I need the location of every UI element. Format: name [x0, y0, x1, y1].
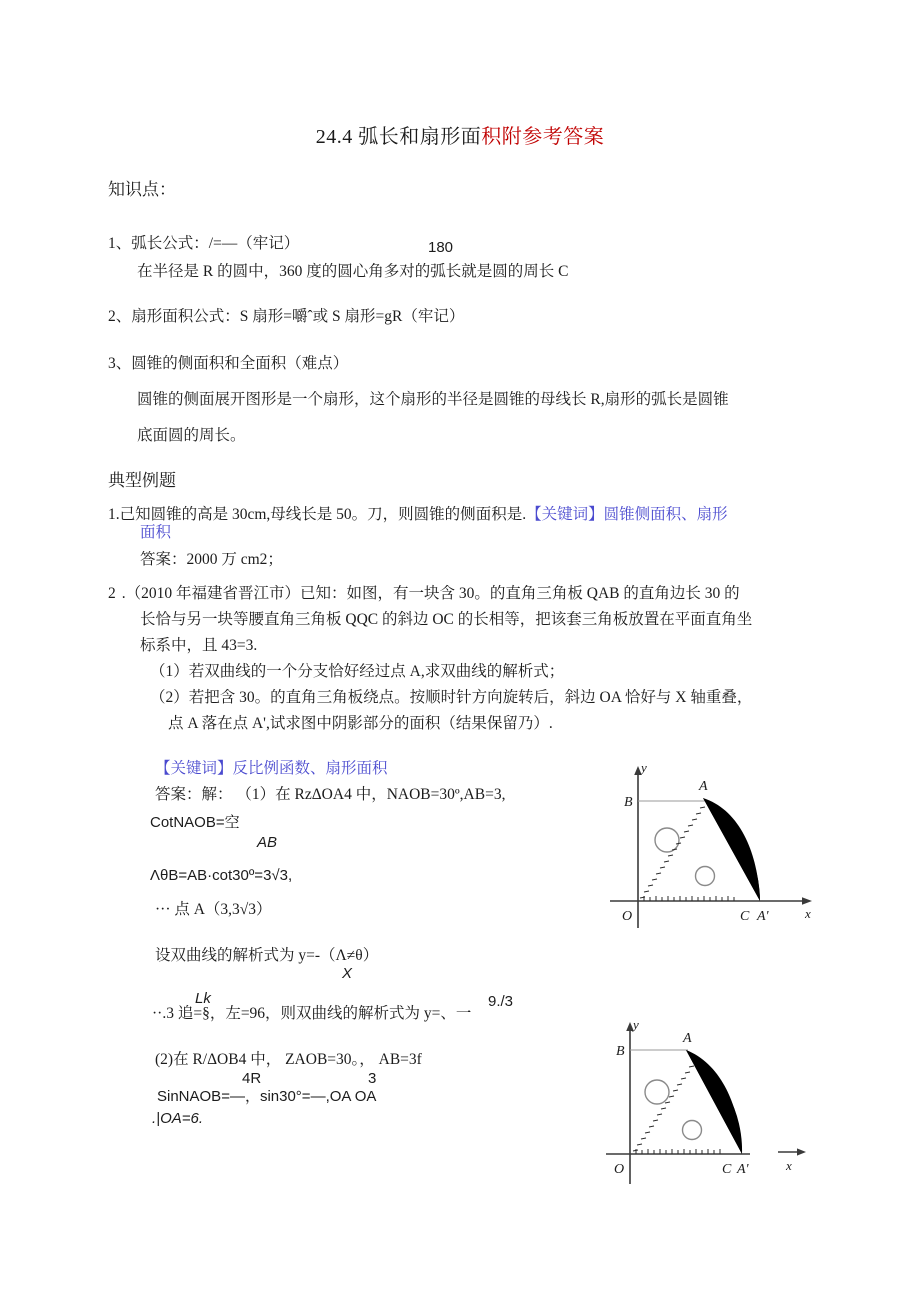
figure-2-label-x: x	[786, 1158, 792, 1173]
problem-2-solution-line-3: AB	[257, 834, 278, 851]
figure-1-label-y: y	[641, 760, 647, 775]
problem-2-keyword-text: 反比例函数、扇形面积	[232, 760, 388, 777]
knowledge-point-1-subline: 在半径是 R 的圆中，360 度的圆心角多对的弧长就是圆的周长 C	[137, 263, 569, 280]
figure-1-label-O: O	[622, 909, 633, 924]
problem-2-keyword-line	[155, 757, 388, 780]
knowledge-point-2-line: 2、扇形面积公式：S 扇形=嚼ˆ或 S 扇形=gR（牢记）	[108, 308, 465, 325]
figure-2-svg	[600, 1012, 825, 1192]
problem-2-solution-line-4: ΛθB=AB·cot30º=3√3,	[150, 867, 293, 884]
problem-2-stem-line-2: 长恰与另一块等腰直角三角板 QQC 的斜边 OC 的长相等，把该套三角板放置在平面直角坐	[140, 611, 753, 628]
problem-2-solution-line-9: ··.3 追=§，左=96，则双曲线的解析式为 y=、一	[152, 1005, 472, 1022]
figure-1-label-A: A	[699, 779, 708, 794]
figure-2-label-B: B	[616, 1044, 625, 1059]
knowledge-point-3-subline-2: 底面圆的周长。	[137, 427, 246, 444]
problem-2-solution-line-6: 设双曲线的解析式为 y=-（Λ≠θ）	[155, 947, 379, 964]
problem-2-solution-line-1: 答案：解： （1）在 RzΔOA4 中，NAOB=30º,AB=3,	[155, 786, 506, 803]
problem-1-keyword-label: 【关键词】	[526, 506, 604, 523]
figure-2-label-C: C	[722, 1162, 732, 1177]
page-title-black-part: 24.4 弧长和扇形面	[315, 126, 482, 148]
problem-2-solution-line-11: (2)在 R/ΔOB4 中， ZAOB=30。， AB=3f	[155, 1051, 422, 1068]
problem-2-solution-line-8: Lk	[195, 990, 211, 1007]
problem-1-number: 1	[108, 506, 116, 523]
problem-2-subquestion-2: （2）若把含 30。的直角三角板绕点。按顺时针方向旋转后，斜边 OA 恰好与 X 轴重叠，	[150, 689, 753, 706]
problem-1-stem-line	[108, 503, 728, 526]
problem-2-solution-line-14: SinNAOB=—，sin30°=—,OA OA	[157, 1088, 377, 1105]
problem-1-stem: .己知圆锥的高是 30cm,母线长是 50。刀，则圆锥的侧面积是.	[115, 506, 527, 523]
problem-2-subquestion-1: （1）若双曲线的一个分支恰好经过点 A,求双曲线的解析式；	[150, 663, 565, 680]
problem-2-solution-line-7: X	[342, 965, 353, 982]
problem-2-stem-line-1	[108, 582, 740, 605]
figure-1-label-A-prime: A'	[757, 909, 769, 924]
knowledge-point-1-line: 1、弧长公式：/=—（牢记）	[108, 235, 300, 252]
problem-2-solution-line-15: .|OA=6.	[152, 1110, 204, 1127]
coordinate-geometry-diagram-1	[600, 758, 825, 938]
figure-2-label-A: A	[683, 1031, 692, 1046]
problem-2-stem-text-1: .（2010 年福建省晋江市）已知：如图，有一块含 30。的直角三角板 QAB 的直角边长 30 的	[121, 585, 740, 602]
figure-1-label-B: B	[624, 795, 633, 810]
coordinate-geometry-diagram-2	[600, 1012, 825, 1192]
section-heading-knowledge: 知识点：	[108, 180, 176, 199]
problem-2-number: 2	[108, 585, 116, 602]
figure-2-label-A-prime: A'	[737, 1162, 749, 1177]
problem-2-solution-line-10: 9./3	[488, 993, 514, 1010]
problem-1-answer: 答案：2000 万 cm2；	[140, 551, 283, 568]
problem-2-solution-line-5: ··· 点 A（3,3√3）	[155, 901, 272, 918]
page-title	[0, 120, 920, 149]
problem-2-stem-line-3: 标系中，且 43=3.	[140, 637, 258, 654]
problem-2-solution-line-13: 3	[368, 1070, 377, 1087]
figure-1-label-x: x	[805, 906, 811, 921]
knowledge-point-3-subline-1: 圆锥的侧面展开图形是一个扇形，这个扇形的半径是圆锥的母线长 R,扇形的弧长是圆锥	[137, 391, 729, 408]
figure-2-label-O: O	[614, 1162, 625, 1177]
problem-2-keyword-label: 【关键词】	[155, 760, 233, 777]
problem-2-solution-line-2: CotNAOB=空	[150, 814, 240, 831]
figure-1-label-C: C	[740, 909, 750, 924]
problem-1-keyword-text: 圆锥侧面积、扇形	[603, 506, 728, 523]
figure-2-label-y: y	[633, 1017, 639, 1032]
section-heading-examples: 典型例题	[108, 471, 176, 490]
problem-1-keyword-text-continued: 面积	[140, 524, 172, 541]
knowledge-point-3-line: 3、圆锥的侧面积和全面积（难点）	[108, 355, 349, 372]
figure-1-svg	[600, 758, 825, 938]
problem-2-solution-line-12: 4R	[242, 1070, 262, 1087]
knowledge-point-1-denominator: 180	[428, 239, 454, 256]
problem-2-subquestion-3: 点 A 落在点 A',试求图中阴影部分的面积（结果保留乃）.	[168, 715, 553, 732]
page-title-red-part: 积附参考答案	[481, 126, 605, 148]
